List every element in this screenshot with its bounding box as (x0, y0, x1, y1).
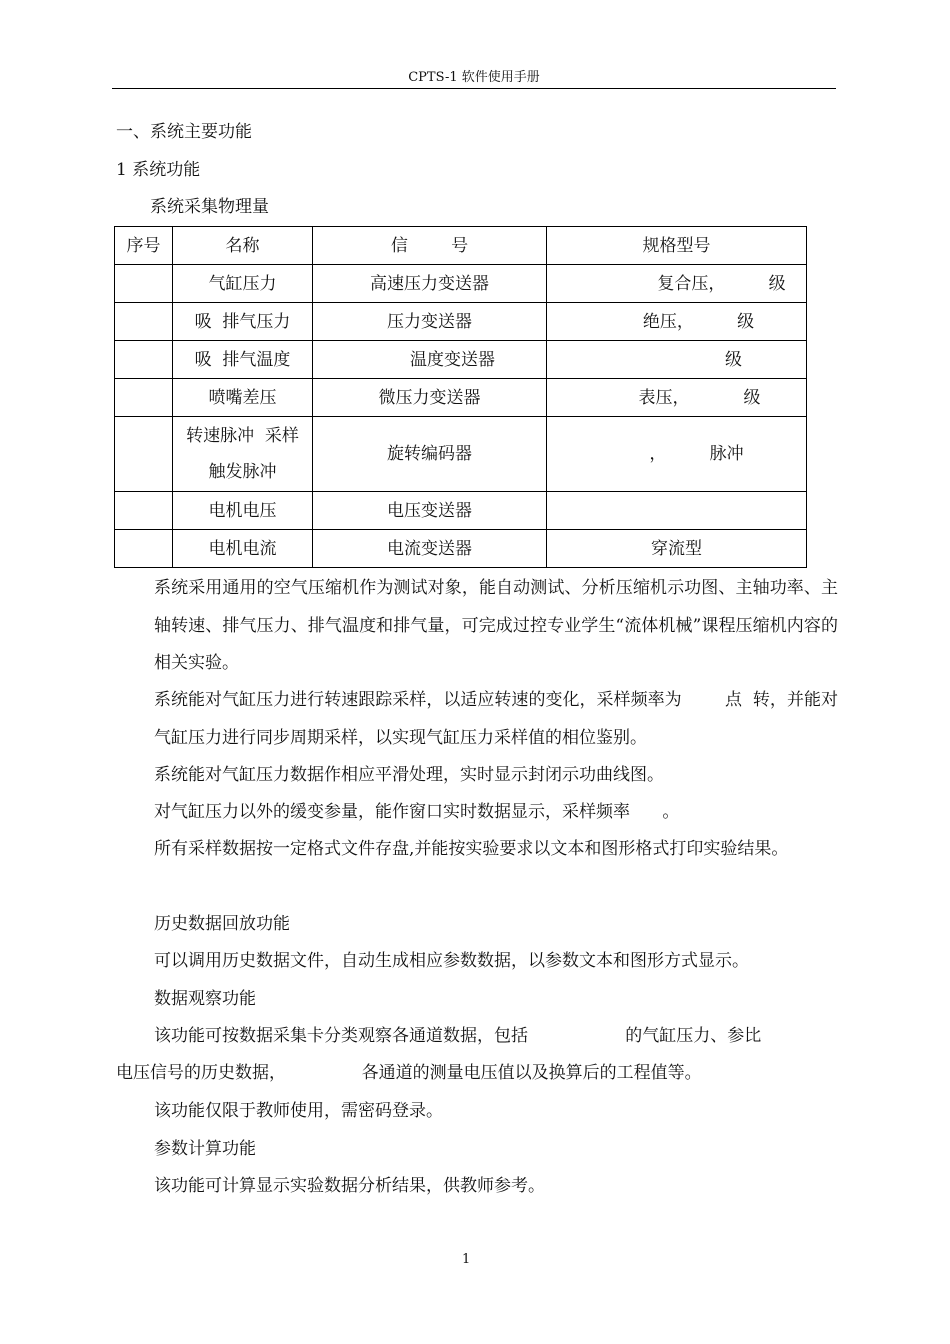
cell-signal: 电流变送器 (313, 530, 547, 568)
cell-spec: 绝压， 级 (547, 303, 807, 341)
paragraph-parameter-calc: 该功能可计算显示实验数据分析结果，供教师参考。 (154, 1176, 545, 1196)
cell-no (115, 530, 173, 568)
cell-name (173, 417, 313, 492)
cell-name: 喷嘴差压 (173, 379, 313, 417)
cell-signal: 压力变送器 (313, 303, 547, 341)
cell-spec: 复合压， 级 (547, 265, 807, 303)
header-signal: 信 号 (313, 227, 547, 265)
header-rule (112, 88, 836, 89)
table-caption: 系统采集物理量 (150, 197, 269, 217)
table-row (115, 379, 807, 417)
cell-spec: ， 脉冲 (547, 417, 807, 492)
table-row (115, 417, 807, 492)
paragraph-smoothing: 系统能对气缸压力数据作相应平滑处理，实时显示封闭示功曲线图。 (154, 765, 664, 785)
table-row (115, 341, 807, 379)
section-title: 一、系统主要功能 (116, 122, 252, 142)
paragraph-history: 可以调用历史数据文件，自动生成相应参数数据，以参数文本和图形方式显示。 (154, 951, 749, 971)
cell-signal: 旋转编码器 (313, 417, 547, 492)
cell-name: 电机电流 (173, 530, 313, 568)
page-header: CPTS-1 软件使用手册 (408, 70, 540, 85)
cell-signal: 电压变送器 (313, 492, 547, 530)
cell-spec: 级 (547, 341, 807, 379)
cell-name: 吸 排气压力 (173, 303, 313, 341)
page-number: 1 (462, 1252, 471, 1267)
paragraph-sampling: 系统能对气缸压力进行转速跟踪采样，以适应转速的变化，采样频率为 点 转，并能对气缸压力进行同步周期采样，以实现气缸压力采样值的相位鉴别。 (154, 690, 838, 748)
cell-no (115, 341, 173, 379)
cell-name-line2: 触发脉冲 (208, 462, 277, 482)
cell-name: 电机电压 (173, 492, 313, 530)
paragraph-observation-line1: 该功能可按数据采集卡分类观察各通道数据，包括 的气缸压力、参比 (154, 1026, 762, 1046)
table-header-row (115, 227, 807, 265)
paragraph-teacher-only: 该功能仅限于教师使用，需密码登录。 (154, 1101, 443, 1121)
paragraph-overview: 系统采用通用的空气压缩机作为测试对象，能自动测试、分析压缩机示功图、主轴功率、主轴转速、排气压力、排气温度和排气量，可完成过控专业学生“流体机械”课程压缩机内容的相关实验。 (154, 578, 838, 673)
heading-history-playback: 历史数据回放功能 (154, 914, 290, 934)
physical-quantity-table (114, 226, 807, 568)
subsection-title: 1 系统功能 (116, 160, 201, 180)
cell-no (115, 379, 173, 417)
paragraph-slow-params: 对气缸压力以外的缓变参量，能作窗口实时数据显示，采样频率 。 (154, 802, 680, 822)
cell-spec: 表压， 级 (547, 379, 807, 417)
heading-parameter-calc: 参数计算功能 (154, 1139, 256, 1159)
cell-spec (547, 492, 807, 530)
cell-name-line1: 转速脉冲 采样 (186, 426, 299, 446)
table-row (115, 530, 807, 568)
table-row (115, 265, 807, 303)
cell-no (115, 265, 173, 303)
header-spec: 规格型号 (547, 227, 807, 265)
paragraph-observation-line2: 电压信号的历史数据， 各通道的测量电压值以及换算后的工程值等。 (116, 1063, 702, 1083)
table-row (115, 492, 807, 530)
cell-signal: 温度变送器 (313, 341, 547, 379)
cell-name: 吸 排气温度 (173, 341, 313, 379)
cell-no (115, 303, 173, 341)
cell-spec: 穿流型 (547, 530, 807, 568)
cell-no (115, 417, 173, 492)
cell-name: 气缸压力 (173, 265, 313, 303)
cell-no (115, 492, 173, 530)
heading-data-observation: 数据观察功能 (154, 989, 256, 1009)
paragraph-storage: 所有采样数据按一定格式文件存盘,并能按实验要求以文本和图形格式打印实验结果。 (154, 839, 789, 859)
cell-signal: 微压力变送器 (313, 379, 547, 417)
header-name: 名称 (173, 227, 313, 265)
table-row (115, 303, 807, 341)
header-no: 序号 (115, 227, 173, 265)
cell-signal: 高速压力变送器 (313, 265, 547, 303)
